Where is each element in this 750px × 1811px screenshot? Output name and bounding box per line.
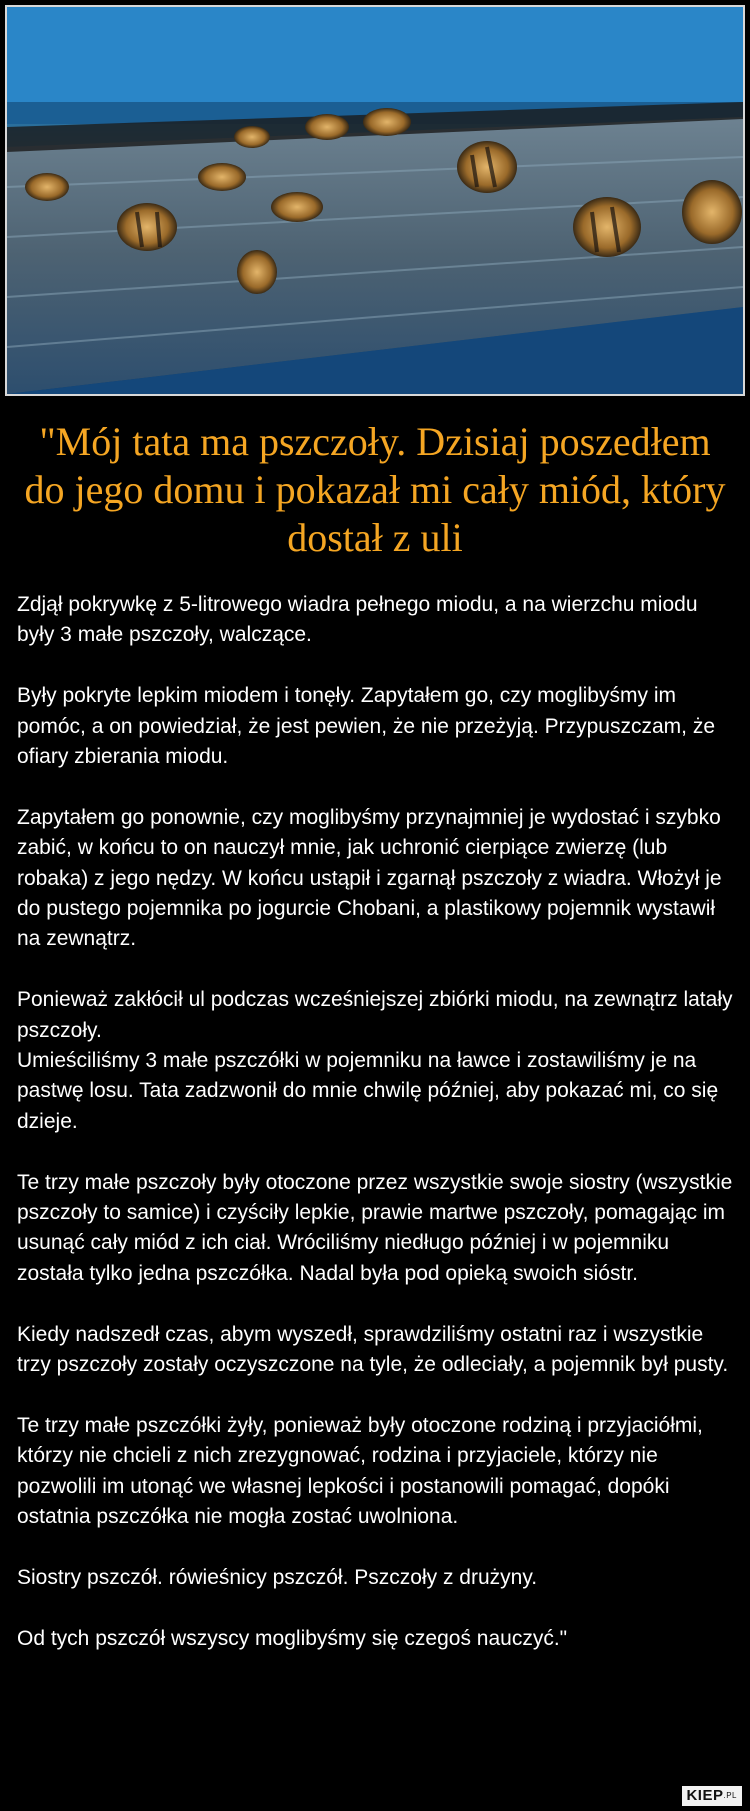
story-paragraph: Te trzy małe pszczółki żyły, ponieważ były otoczone rodziną i przyjaciółmi, którzy nie chcieli z nich zrezygnować, rodzina i przyjaciele, którzy nie pozwolili im utonąć we własnej lepkości i postanowili pomagać, dopóki ostatnia pszczółka nie mogła zostać uwolniona. bbox=[17, 1413, 703, 1529]
story-paragraph: Siostry pszczół. rówieśnicy pszczół. Pszczoły z drużyny. bbox=[17, 1565, 538, 1589]
headline-quote: "Mój tata ma pszczoły. Dzisiaj poszedłem do jego domu i pokazał mi cały miód, który dostał z uli bbox=[24, 419, 726, 560]
story-paragraph: Zapytałem go ponownie, czy moglibyśmy przynajmniej je wydostać i szybko zabić, w końcu to on nauczył mnie, jak uchronić cierpiące zwierzę (lub robaka) z jego nędzy. W końcu ustąpił i zgarnął pszczoły z wiadra. Włożył je do pustego pojemnika po jogurcie Chobani, a plastikowy pojemnik wystawił na zewnątrz. bbox=[17, 805, 722, 951]
story-paragraph: Kiedy nadszedł czas, abym wyszedł, sprawdziliśmy ostatni raz i wszystkie trzy pszczoły zostały oczyszczone na tyle, że odleciały, a pojemnik był pusty. bbox=[17, 1322, 729, 1377]
watermark-main: KIEP bbox=[686, 1787, 724, 1804]
kiep-watermark-logo bbox=[682, 1786, 742, 1806]
story-paragraph: Zdjął pokrywkę z 5-litrowego wiadra pełnego miodu, a na wierzchu miodu były 3 małe pszczoły, walczące. bbox=[17, 593, 698, 647]
header-photo bbox=[5, 5, 745, 396]
story-paragraph: Od tych pszczół wszyscy moglibyśmy się czegoś nauczyć." bbox=[17, 1626, 568, 1650]
story-paragraph: Te trzy małe pszczoły były otoczone przez wszystkie swoje siostry (wszystkie pszczoły to samice) i czyściły lepkie, prawie martwe pszczoły, pomagając im usunąć cały miód z ich ciał. Wróciliśmy niedługo później i w pojemniku została tylko jedna pszczółka. Nadal była pod opieką swoich sióstr. bbox=[17, 1170, 733, 1285]
bees-hive-illustration bbox=[7, 7, 743, 394]
story-paragraph: Ponieważ zakłócił ul podczas wcześniejszej zbiórki miodu, na zewnątrz latały pszczoły. Umieściliśmy 3 małe pszczółki w pojemniku na ławce i zostawiliśmy je na pastwę losu. Tata zadzwonił do mnie chwilę później, aby pokazać mi, co się dzieje. bbox=[17, 988, 733, 1133]
watermark-suffix: .PL bbox=[723, 1791, 737, 1800]
story-body bbox=[17, 590, 737, 1684]
story-paragraph: Były pokryte lepkim miodem i tonęły. Zapytałem go, czy moglibyśmy im pomóc, a on powiedział, że jest pewien, że nie przeżyją. Przypuszczam, że ofiary zbierania miodu. bbox=[17, 684, 715, 769]
